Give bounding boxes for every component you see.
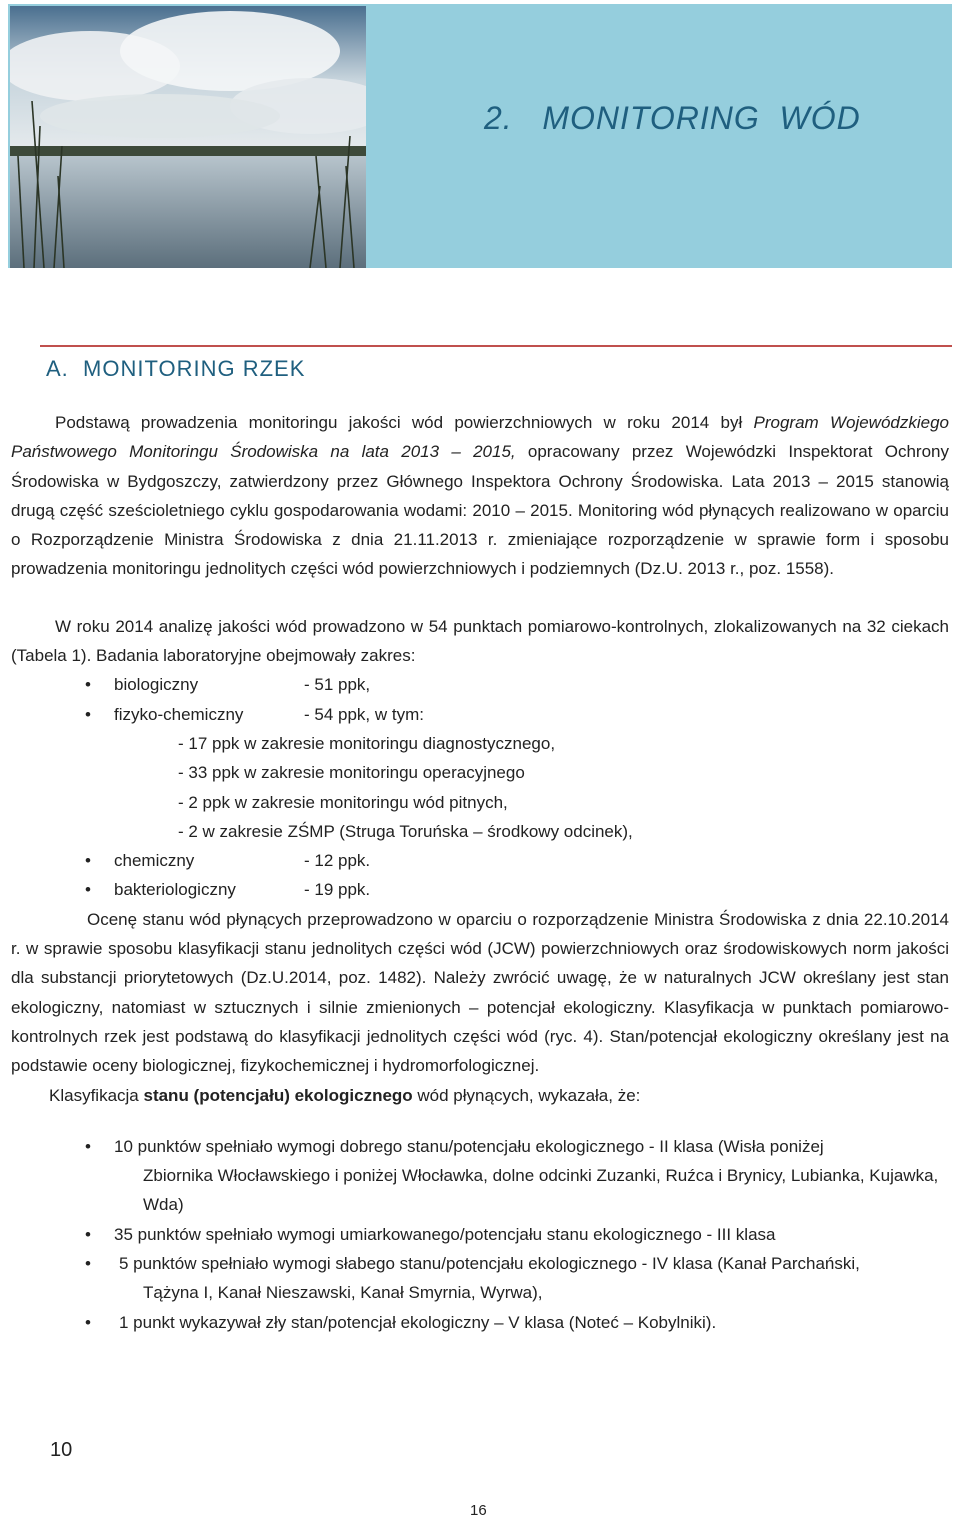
paragraph-1 xyxy=(11,408,949,584)
chapter-title: 2. MONITORING WÓD xyxy=(484,100,861,136)
sub-list-item: - 17 ppk w zakresie monitoringu diagnostycznego, xyxy=(178,733,556,753)
sub-list-item: - 33 ppk w zakresie monitoringu operacyjnego xyxy=(178,763,525,783)
result-line: 35 punktów spełniało wymogi umiarkowanego/potencjału stanu ekologicznego - III klasa xyxy=(114,1224,776,1244)
result-item xyxy=(11,1220,949,1249)
paragraph-4 xyxy=(11,1081,949,1110)
sub-list-item: - 2 w zakresie ZŚMP (Struga Toruńska – środkowy odcinek), xyxy=(178,821,633,841)
body-text xyxy=(11,408,949,1337)
scope-label: bakteriologiczny xyxy=(114,880,236,900)
section-divider xyxy=(40,345,952,347)
result-item xyxy=(11,1249,949,1308)
result-line-cont: Zbiornika Włocławskiego i poniżej Włocławka, dolne odcinki Zuzanki, Ruźca i Brynicy, Lubianka, Kujawka, Wda) xyxy=(143,1166,939,1215)
result-line-cont: Tążyna I, Kanał Nieszawski, Kanał Smyrnia, Wyrwa), xyxy=(143,1283,543,1303)
lake-photo xyxy=(10,6,366,268)
scope-value: - 19 ppk. xyxy=(304,880,371,900)
sub-list-item: - 2 ppk w zakresie monitoringu wód pitnych, xyxy=(178,792,508,812)
result-line: 10 punktów spełniało wymogi dobrego stanu/potencjału ekologicznego - II klasa (Wisła poniżej xyxy=(114,1136,824,1156)
result-item xyxy=(11,1132,949,1220)
para4-text-2: wód płynących, wykazała, że: xyxy=(412,1085,641,1105)
scope-value: - 54 ppk, w tym: xyxy=(304,704,424,724)
list-item xyxy=(11,875,949,904)
paragraph-2: W roku 2014 analizę jakości wód prowadzono w 54 punktach pomiarowo-kontrolnych, zlokalizowanych na 32 ciekach (Tabela 1). Badania laboratoryjne obejmowały zakres: xyxy=(11,616,949,666)
list-item xyxy=(11,846,949,875)
spacer xyxy=(11,1110,949,1132)
scope-label: fizyko-chemiczny xyxy=(114,704,244,724)
list-item xyxy=(11,700,949,729)
list-item xyxy=(11,670,949,699)
paragraph-3: Ocenę stanu wód płynących przeprowadzono w oparciu o rozporządzenie Ministra Środowiska z dnia 22.10.2014 r. w sprawie sposobu klasyfikacji stanu jednolitych części wód (JCW) powierzchniowych oraz środowiskowych norm jakości dla substancji priorytetowych (Dz.U.2014, poz. 1482). Należy zwrócić uwagę, że w naturalnych JCW określany jest stan ekologiczny, natomiast w sztucznych i silnie zmienionych – potencjał ekologiczny. Klasyfikacja w punktach pomiarowo-kontrolnych rzek jest podstawą do klasyfikacji jednolitych części wód (ryc. 4). Stan/potencjał ekologiczny określany jest na podstawie oceny biologicznej, fizykochemicznej i hydromorfologicznej. xyxy=(11,909,949,1076)
para1-text-1: Podstawą prowadzenia monitoringu jakości wód powierzchniowych w roku 2014 był xyxy=(55,413,754,432)
result-line: 5 punktów spełniało wymogi słabego stanu/potencjału ekologicznego - IV klasa (Kanał Parchański, xyxy=(119,1254,860,1274)
scope-label: biologiczny xyxy=(114,675,199,695)
para4-bold: stanu (potencjału) ekologicznego xyxy=(143,1085,413,1105)
result-line: 1 punkt wykazywał zły stan/potencjał ekologiczny – V klasa (Noteć – Kobylniki). xyxy=(119,1312,717,1332)
scope-value: - 12 ppk. xyxy=(304,851,371,871)
page-number-left: 10 xyxy=(50,1439,73,1461)
para4-text-1: Klasyfikacja xyxy=(49,1085,144,1105)
para1-text-2: opracowany przez Wojewódzki Inspektorat Ochrony Środowiska w Bydgoszczy, zatwierdzony przez Głównego Inspektora Ochrony Środowiska. Lata 2013 – 2015 stanowią drugą część sześcioletniego cyklu gospodarowania wodami: 2010 – 2015. Monitoring wód płynących realizowano w oparciu o Rozporządzenie Ministra Środowiska z dnia 21.11.2013 r. zmieniające rozporządzenie w sprawie form i sposobu prowadzenia monitoringu jednolitych części wód powierzchniowych i podziemnych (Dz.U. 2013 r., poz. 1558). xyxy=(11,442,949,579)
spacer xyxy=(11,584,949,612)
section-title: A. MONITORING RZEK xyxy=(46,356,306,381)
result-item xyxy=(11,1308,949,1337)
scope-label: chemiczny xyxy=(114,851,195,871)
program-title: Program Wojewódzkiego Państwowego Monitoringu Środowiska na lata 2013 – 2015, xyxy=(11,413,950,462)
page-number-bottom: 16 xyxy=(470,1502,487,1519)
scope-value: - 51 ppk, xyxy=(304,675,371,695)
